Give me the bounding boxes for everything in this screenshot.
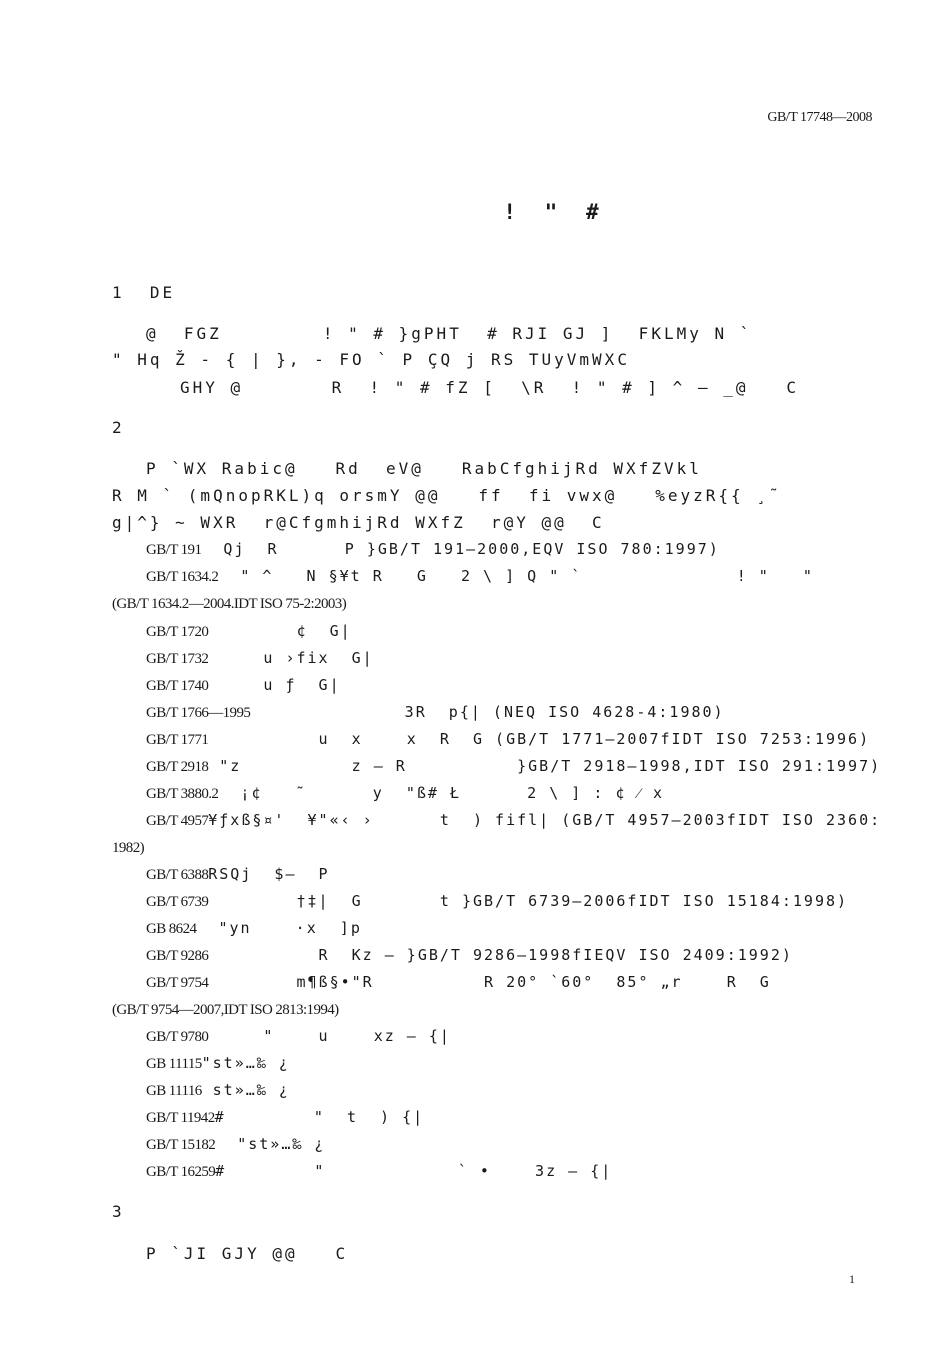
section-1-paragraph-line: @ FGZ ! " # }gPHT # RJI GJ ] FKLMy N ` — [146, 324, 753, 343]
reference-item: 1982) — [112, 840, 144, 856]
reference-item: GB/T 1766—1995 3R p{| (NEQ ISO 4628-4:1980) — [146, 703, 725, 721]
reference-item: GB/T 9754 m¶ß§•"R R 20° `60° 85° „r R G — [146, 973, 771, 991]
reference-item: (GB/T 1634.2—2004.IDT ISO 75-2:2003) — [112, 596, 347, 612]
reference-item: GB/T 6388RSQj $– P — [146, 865, 330, 883]
reference-item: GB/T 1740 u ƒ G| — [146, 676, 341, 694]
reference-item: GB 11115"st»…‰ ¿ — [146, 1054, 290, 1072]
section-2-paragraph-line: R M ` (mQnopRKL)q orsmY @@ ff fi vwx@ %eyzR{{ ¸˜ — [112, 486, 782, 505]
section-2-paragraph-line: P `WX Rabic@ Rd eV@ RabCfghijRd WXfZVkl — [146, 459, 702, 478]
section-3-heading: 3 — [112, 1202, 125, 1221]
reference-item: GB/T 1720 ¢ G| — [146, 622, 352, 640]
reference-item: GB/T 9286 R Kz – }GB/T 9286—1998fIEQV ISO 2409:1992) — [146, 946, 793, 964]
section-1-heading: 1 DE — [112, 283, 176, 302]
reference-item: GB/T 1732 u ›fix G| — [146, 649, 374, 667]
reference-item: GB/T 15182 "st»…‰ ¿ — [146, 1135, 326, 1153]
section-1-paragraph-line: " Hq Ž - { | }, - FO ` P ÇQ j RS TUyVmWXC — [112, 350, 630, 369]
reference-item: GB/T 191 Qj R P }GB/T 191—2000,EQV ISO 780:1997) — [146, 540, 720, 558]
section-2-heading: 2 — [112, 418, 125, 437]
section-3-paragraph-line: P `JI GJY @@ C — [146, 1244, 349, 1263]
section-1-paragraph-line: GHY @ R ! " # fZ [ \R ! " # ] ^ — _@ C — [180, 378, 800, 397]
reference-item: GB/T 9780 " u xz – {| — [146, 1027, 451, 1045]
reference-item: GB 11116 st»…‰ ¿ — [146, 1081, 290, 1099]
reference-item: (GB/T 9754—2007,IDT ISO 2813:1994) — [112, 1002, 339, 1018]
reference-item: GB/T 4957¥ƒxß§¤' ¥"«‹ › t ) fifl| (GB/T 4957—2003fIDT ISO 2360: — [146, 811, 882, 829]
reference-item: GB/T 16259# " ` • 3z – {| — [146, 1162, 613, 1180]
reference-item: GB 8624 "yn ·x ]p — [146, 919, 362, 937]
page-number: 1 — [849, 1272, 855, 1286]
doc-code: GB/T 17748—2008 — [767, 110, 872, 125]
reference-item: GB/T 3880.2 ¡¢ ˜ y "ß# Ł 2 \ ] : ¢ ⁄ x — [146, 784, 665, 802]
reference-item: GB/T 1634.2 " ^ N §¥t R G 2 \ ] Q " ` ! " " — [146, 567, 814, 585]
reference-item: GB/T 2918 "z z – R }GB/T 2918—1998,IDT ISO 291:1997) — [146, 757, 882, 775]
reference-item: GB/T 1771 u x x R G (GB/T 1771—2007fIDT ISO 7253:1996) — [146, 730, 871, 748]
reference-item: GB/T 11942# " t ) {| — [146, 1108, 425, 1126]
page-title: ! " # — [503, 200, 607, 224]
reference-item: GB/T 6739 †‡| G t }GB/T 6739—2006fIDT ISO 15184:1998) — [146, 892, 849, 910]
section-2-paragraph-line: g|^} ~ WXR r@CfgmhijRd WXfZ r@Y @@ C — [112, 513, 605, 532]
